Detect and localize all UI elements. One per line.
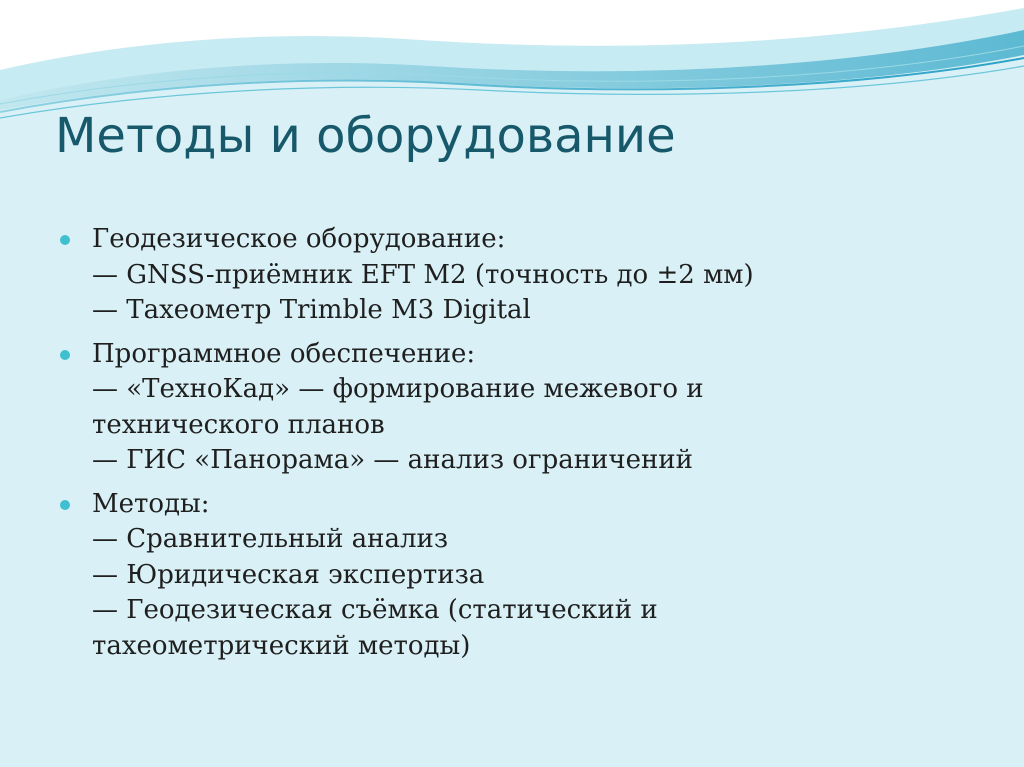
bullet-line: тахеометрический методы) (92, 630, 471, 661)
bullet-line: — GNSS-приёмник EFT M2 (точность до ±2 мм) (92, 259, 754, 290)
bullet-heading: Геодезическое оборудование: (92, 224, 506, 254)
bullet-methods (60, 487, 980, 665)
bullet-software (60, 337, 980, 479)
bullet-line: технического планов (92, 409, 385, 440)
bullet-line: — «ТехноКад» — формирование межевого и (92, 374, 704, 404)
bullet-dot-icon (60, 350, 70, 360)
bullet-dot-icon (60, 500, 70, 510)
bullet-heading: Методы: (92, 488, 210, 519)
bullet-heading: Программное обеспечение: (92, 338, 476, 369)
bullet-dot-icon (60, 235, 70, 245)
bullet-line: — Юридическая экспертиза (92, 559, 485, 590)
bullet-line: — ГИС «Панорама» — анализ ограничений (92, 445, 693, 475)
bullet-line: — Тахеометр Trimble M3 Digital (92, 295, 531, 325)
bullet-line: — Геодезическая съёмка (статический и (92, 595, 658, 625)
bullet-equipment (60, 222, 980, 329)
bullet-line: — Сравнительный анализ (92, 524, 449, 554)
slide-title: Методы и оборудование (55, 108, 676, 164)
bullet-list (60, 222, 980, 672)
